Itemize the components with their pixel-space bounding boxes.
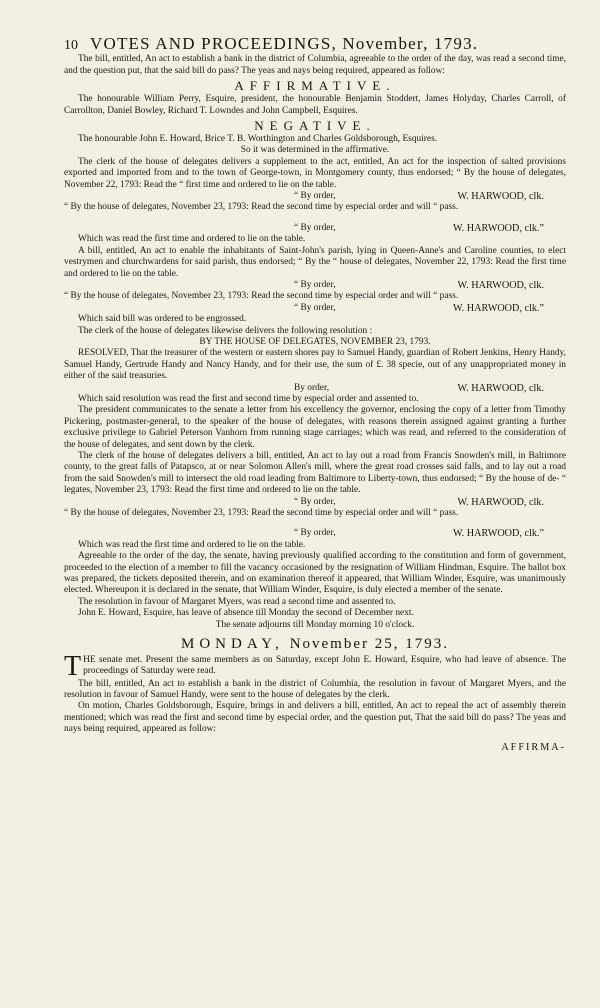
by-order: “ By order, (294, 496, 336, 507)
by-order: “ By order, (294, 191, 336, 202)
paragraph: Which said bill was ordered to be engrossed. (78, 314, 247, 325)
paragraph: “ By the house of delegates, November 23, 1793: Read the second time by especial order and will “ pass. (64, 291, 459, 302)
clerk-signature: W. HARWOOD, clk.” (452, 222, 544, 234)
by-order: By order, (294, 382, 330, 393)
order-signature (64, 191, 566, 202)
paragraph: Agreeable to the order of the day, the senate, having previously qualified according to the constitution and form of government, proceeded to the election of a member to fill the vacancy occasioned by the resignation of William Hindman, Esquire. The ballot box was prepared, the tickets deposited therein, and on examination thereof it appeared, that William Winder, Esquire, was unanimously elected. Whereupon it is declared in the senate, that William Winder, Esquire, is duly elected a member of the senate. (64, 551, 566, 596)
order-signature (64, 280, 566, 291)
paragraph: The honourable John E. Howard, Brice T. B. Worthington and Charles Goldsborough, Esquires. (78, 134, 438, 145)
paragraph: The clerk of the house of delegates delivers a supplement to the act, entitled, An act for the inspection of salted provisions exported and imported from and to the town of George-town, in Montgomery county, thus endorsed; “ By the house of delegates, November 22, 1793: Read the “ first time and ordered to lie on the table. (64, 156, 566, 190)
by-order: “ By order, (294, 222, 336, 233)
clerk-signature: W. HARWOOD, clk.” (452, 528, 544, 540)
negative-heading: NEGATIVE. (254, 118, 376, 134)
paragraph: The honourable William Perry, Esquire, president, the honourable Benjamin Stoddert, James Holyday, Charles Carroll, of Carrollton, Daniel Bowley, Richard T. Lowndes and John Campbell, Esquires. (64, 94, 566, 116)
resolution-heading: BY THE HOUSE OF DELEGATES, NOVEMBER 23, 1793. (199, 336, 431, 347)
clerk-signature: W. HARWOOD, clk. (457, 191, 544, 203)
paragraph: The bill, entitled, An act to establish a bank in the district of Columbia, agreeable to the order of the day, was read a second time, and the question put, that the said bill do pass? The yeas and nays being required, appeared as follow: (64, 54, 566, 76)
catchword: AFFIRMA- (501, 741, 566, 753)
affirmative-heading: AFFIRMATIVE. (234, 78, 396, 94)
paragraph: So it was determined in the affirmative. (240, 145, 390, 156)
clerk-signature: W. HARWOOD, clk. (457, 382, 544, 394)
page-number: 10 (64, 38, 78, 53)
order-signature (64, 223, 566, 234)
day-name: MONDAY, (180, 636, 284, 653)
clerk-signature: W. HARWOOD, clk. (457, 279, 544, 291)
clerk-signature: W. HARWOOD, clk.” (452, 302, 544, 314)
paragraph: On motion, Charles Goldsborough, Esquire, brings in and delivers a bill, entitled, An act to repeal the act of assembly therein mentioned; which was read the first and second time by especial order, and the question put, That the said bill do pass? The yeas and nays being required, appeared as follow: (64, 701, 566, 735)
drop-cap: T (64, 650, 82, 682)
by-order: “ By order, (294, 302, 336, 313)
by-order: “ By order, (294, 528, 336, 539)
paragraph: John E. Howard, Esquire, has leave of absence till Monday the second of December next. (78, 608, 414, 619)
paragraph: The bill, entitled, An act to establish a bank in the district of Columbia, the resolution in favour of Margaret Myers, and the resolution in favour of Samuel Handy, were sent to the house of delegates by the clerk. (64, 678, 566, 700)
paragraph: “ By the house of delegates, November 23, 1793: Read the second time by especial order and will “ pass. (64, 202, 459, 213)
day-date: November 25, 1793. (289, 636, 449, 653)
paragraph: Which said resolution was read the first and second time by especial order and assented to. (78, 393, 419, 404)
paragraph: The president communicates to the senate a letter from his excellency the governor, enclosing the copy of a letter from Timothy Pickering, postmaster-general, to the speaker of the house of delegates, with reasons therein assigned against granting a further exclusive privilege to Gabriel Peterson Vanhorn from running stage carriages; which was read, and referred to the consideration of the house of delegates, and sent down by the clerk. (64, 405, 566, 450)
by-order: “ By order, (294, 279, 336, 290)
paragraph: The senate adjourns till Monday morning 10 o'clock. (215, 619, 415, 630)
running-header (64, 34, 566, 53)
paragraph: Which was read the first time and ordered to lie on the table. (78, 234, 306, 245)
paragraph: RESOLVED, That the treasurer of the western or eastern shores pay to Samuel Handy, guardian of Robert Jenkins, Henry Handy, Samuel Handy, Gertrude Handy and Nancy Handy, and for their use, the sum of £. 38 specie, out of any unappropriated money in either of the said treasuries. (64, 348, 566, 382)
paragraph: The clerk of the house of delegates likewise delivers the following resolution : (78, 325, 373, 336)
paragraph: HE senate met. Present the same members as on Saturday, except John E. Howard, Esquire, who had leave of absence. The proceedings of Saturday were read. (83, 654, 566, 676)
paragraph: “ By the house of delegates, November 23, 1793: Read the second time by especial order and will “ pass. (64, 508, 459, 519)
clerk-signature: W. HARWOOD, clk. (457, 496, 544, 508)
day-heading (64, 636, 566, 653)
order-signature (64, 303, 566, 314)
order-signature (64, 497, 566, 508)
paragraph: The resolution in favour of Margaret Myers, was read a second time and assented to. (78, 596, 396, 607)
paragraph: A bill, entitled, An act to enable the inhabitants of Saint-John's parish, lying in Queen-Anne's and Caroline counties, to elect vestrymen and churchwardens for said parish, thus endorsed; “ By the “ house of delegates, November 22, 1793: Read the first time and ordered to lie on the table. (64, 245, 566, 279)
order-signature (64, 528, 566, 539)
opening-paragraph (64, 650, 566, 682)
paragraph: Which was read the first time and ordered to lie on the table. (78, 539, 306, 550)
running-title: VOTES AND PROCEEDINGS, November, 1793. (90, 34, 479, 53)
paragraph: The clerk of the house of delegates delivers a bill, entitled, An act to lay out a road from Francis Snowden's mill, in Baltimore county, to the great falls of Patapsco, at or near Solomon Allen's mill, where the great road crosses said falls, and to lay out a road from the said Snowden's mill to intersect the old road leading from Baltimore to Liberty-town, thus endorsed; “ By the house of de- “ legates, November 23, 1793: Read the first time and ordered to lie on the table. (64, 451, 566, 496)
order-signature (64, 383, 566, 394)
